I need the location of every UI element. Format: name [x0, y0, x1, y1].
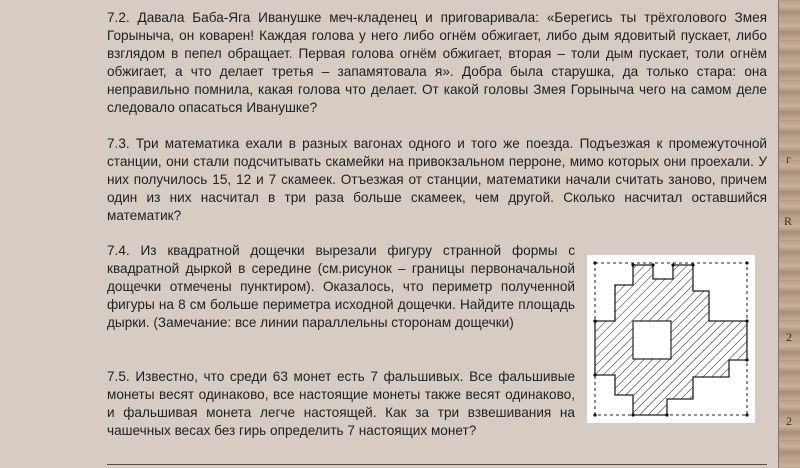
strip-mark: R [784, 214, 793, 228]
problem-7-2: 7.2. Давала Баба-Яга Иванушке меч-кладенец и приговаривала: «Берегись ты трёхголового Змея Горыныча, он коварен! Каждая голова у него либо огнём обжигает, либо дым ядовитый пускает, либо взглядом в пепел обращает. Первая голова огнём обжигает, вторая – толи дым пускает, толи огнём обжигает, а что делает третья – запамятовала я». Добра была старушка, да только стара: она неправильно помнила, какая голова что делает. От какой головы Змея Горыныча чего на самом деле следовало опасаться Иванушке? [107, 10, 767, 115]
strip-mark: 2 [786, 330, 792, 344]
board-figure [587, 255, 755, 423]
problem-7-5: 7.5. Известно, что среди 63 монет есть 7 фальшивых. Все фальшивые монеты весят одинаково, все настоящие монеты также весят одинаково, и фальшивая монета легче настоящей. Как за три взвешивания на чашечных весах без гирь определить 7 настоящих монет? [107, 369, 575, 438]
square-hole [633, 321, 671, 359]
page-edge-strip [778, 0, 800, 468]
strip-mark: 2 [786, 414, 792, 428]
problem-7-3: 7.3. Три математика ехали в разных вагонах одного и того же поезда. Подъезжая к промежуточной станции, они стали подсчитывать скамейки на привокзальном перроне, мимо которых они проехали. У них получилось 15, 12 и 7 скамеек. Отъезжая от станции, математики начали считать заново, причем один из них насчитал в три раза больше скамеек, чем другой. Сколько насчитал оставшийся математик? [107, 136, 767, 223]
board-figure-drawing [587, 255, 755, 423]
strip-mark: г [786, 152, 791, 166]
page-bottom-rule [107, 464, 767, 465]
problem-7-4: 7.4. Из квадратной дощечки вырезали фигуру странной формы с квадратной дыркой в середине (см.рисунок – границы первоначальной дощечки отмечены пунктиром). Оказалось, что периметр полученной фигуры на 8 см больше периметра исходной дощечки. Найдите площадь дырки. (Замечание: все линии параллельны сторонам дощечки) [107, 243, 575, 330]
